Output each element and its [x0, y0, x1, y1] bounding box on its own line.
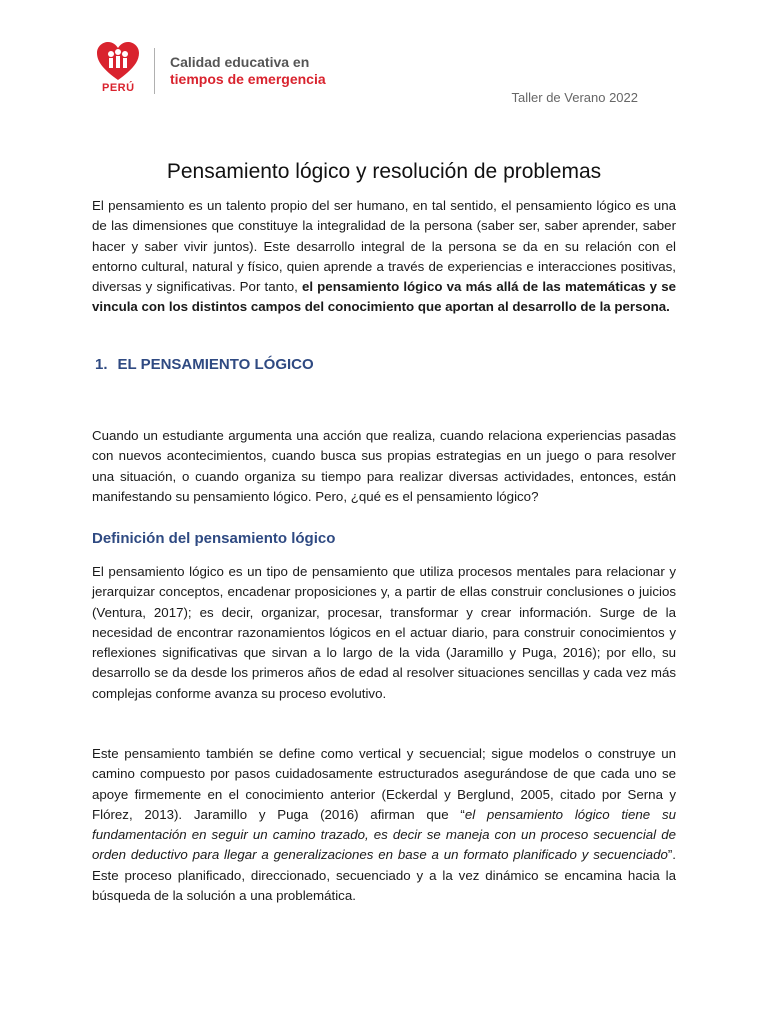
intro-text: El pensamiento es un talento propio del ser humano, en tal sentido, el pensamiento lógico es una de las dimensiones que constituye la integralidad de la persona (saber ser, saber aprender, saber hacer y saber vivir juntos). Este desarrollo integral de la persona se da en su relación con el entorno cultural, natural y físico, quien aprende a través de experiencias e interacciones positivas, diversas y significativas. Por tanto, [92, 198, 676, 295]
section-paragraph: Cuando un estudiante argumenta una acción que realiza, cuando relaciona experiencias pasadas con nuevos acontecimientos, cuando busca sus propias estrategias en un juego o para resolver una situación, o cuando organiza su tiempo para realizar diversas actividades, entonces, están manifestando su pensamiento lógico. Pero, ¿qué es el pensamiento lógico? [92, 428, 676, 504]
paragraph2-text-a: Este pensamiento también se define como vertical y secuencial; sigue modelos o construye un camino compuesto por pasos cuidadosamente estructurados asegurándose de que cada uno se apoye firmemente en el conocimiento anterior (Eckerdal y Berglund, 2005, citado por Serna y Flórez, 2013). Jaramillo y Puga (2016) afirman que “ [92, 746, 676, 822]
subsection-heading: Definición del pensamiento lógico [92, 530, 336, 547]
section-heading [95, 356, 314, 373]
logo-divider [154, 48, 155, 94]
logo-tagline-line2: tiempos de emergencia [170, 71, 326, 87]
definition-paragraph-1: El pensamiento lógico es un tipo de pensamiento que utiliza procesos mentales para relacionar y jerarquizar conceptos, encadenar proposiciones y, a partir de ellas construir conclusiones o juicios (Ventura, 2017); es decir, organizar, procesar, transformar y crear información. Surge de la necesidad de encontrar razonamientos lógicos en el actuar diario, para construir conocimientos y reflexiones significativas que sirvan a lo largo de la vida (Jaramillo y Puga, 2016); por ello, su desarrollo se da desde los primeros años de edad al resolver situaciones sencillas y cada vez más complejas conforme avanza su proceso evolutivo. [92, 564, 676, 701]
header-workshop-label: Taller de Verano 2022 [511, 90, 638, 105]
intro-paragraph [92, 196, 676, 318]
page-title: Pensamiento lógico y resolución de problemas [166, 160, 602, 184]
logo-country: PERÚ [102, 82, 135, 94]
logo [92, 42, 326, 102]
paragraph2-quote: el pensamiento lógico tiene su fundamentación en seguir un camino trazado, es decir se maneja con un proceso secuencial de orden deductivo para llegar a generalizaciones en base a un formato planificado y secuenciado [92, 806, 677, 863]
heart-logo-icon [96, 42, 140, 82]
definition-paragraph-2 [92, 744, 676, 906]
logo-tagline-line1: Calidad educativa en [170, 54, 310, 70]
paragraph2-text-b: ”. Este proceso planificado, direccionado, secuenciado y a la vez dinámico se encamina hacia la búsqueda de la solución a una problemática. [92, 847, 676, 904]
section-number: 1. [95, 356, 108, 373]
intro-bold-text: el pensamiento lógico va más allá de las matemáticas y se vincula con los distintos campos del conocimiento que aportan al desarrollo de la persona. [92, 279, 676, 315]
section-title: EL PENSAMIENTO LÓGICO [117, 356, 314, 373]
